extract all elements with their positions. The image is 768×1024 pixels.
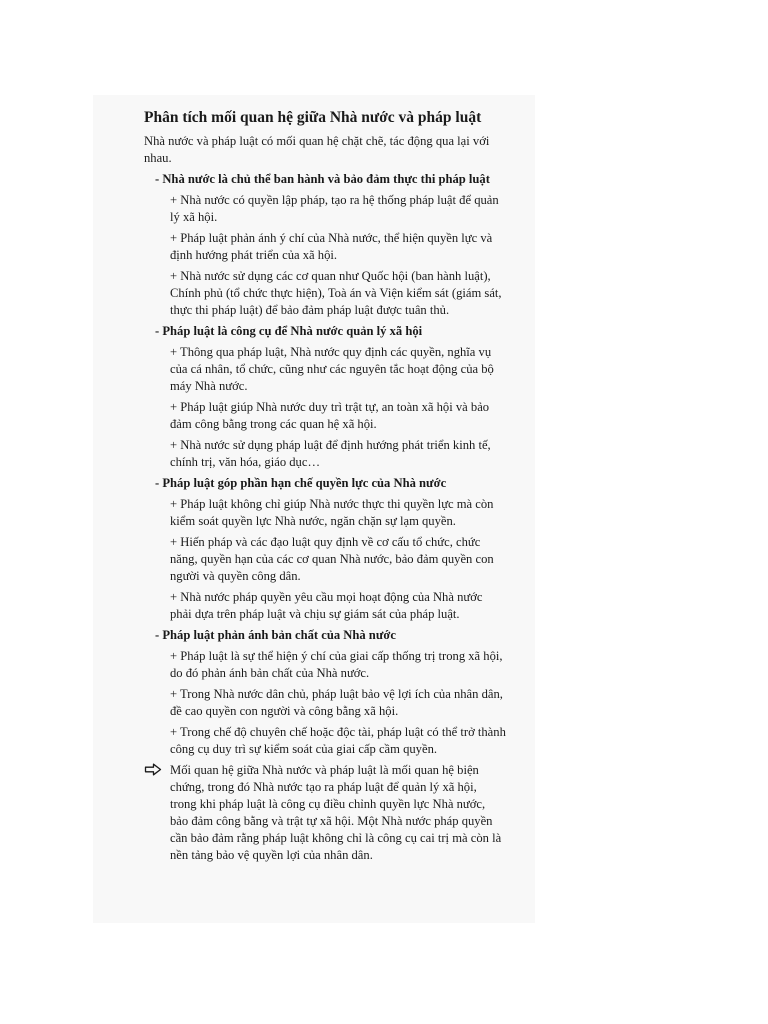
conclusion-paragraph	[144, 762, 506, 864]
document-body	[144, 108, 506, 864]
bullet-item: + Thông qua pháp luật, Nhà nước quy định các quyền, nghĩa vụ của cá nhân, tổ chức, cũng như các nguyên tắc hoạt động của bộ máy Nhà nước.	[170, 345, 494, 393]
section-1	[144, 171, 506, 319]
section-heading: - Pháp luật phản ánh bản chất của Nhà nước	[155, 628, 396, 642]
document-title: Phân tích mối quan hệ giữa Nhà nước và pháp luật	[144, 109, 482, 126]
intro-paragraph: Nhà nước và pháp luật có mối quan hệ chặt chẽ, tác động qua lại với nhau.	[144, 134, 490, 165]
bullet-item: + Trong Nhà nước dân chủ, pháp luật bảo vệ lợi ích của nhân dân, đề cao quyền con người và công bằng xã hội.	[170, 687, 503, 718]
bullet-item: + Pháp luật là sự thể hiện ý chí của giai cấp thống trị trong xã hội, do đó phản ánh bản chất của Nhà nước.	[170, 649, 503, 680]
bullet-item: + Nhà nước pháp quyền yêu cầu mọi hoạt động của Nhà nước phải dựa trên pháp luật và chịu sự giám sát của pháp luật.	[170, 590, 483, 621]
section-3	[144, 475, 506, 623]
bullet-item: + Pháp luật phản ánh ý chí của Nhà nước, thể hiện quyền lực và định hướng phát triển của xã hội.	[170, 231, 493, 262]
section-heading: - Pháp luật góp phần hạn chế quyền lực của Nhà nước	[155, 476, 447, 490]
bullet-item: + Hiến pháp và các đạo luật quy định về cơ cấu tổ chức, chức năng, quyền hạn của các cơ quan Nhà nước, bảo đảm quyền con người và quyền công dân.	[170, 535, 494, 583]
conclusion-text: Mối quan hệ giữa Nhà nước và pháp luật là mối quan hệ biện chứng, trong đó Nhà nước tạo ra pháp luật để quản lý xã hội, trong khi pháp luật là công cụ điều chỉnh quyền lực Nhà nước, bảo đảm công bằng và trật tự xã hội. Một Nhà nước pháp quyền cần bảo đảm rằng pháp luật không chỉ là công cụ cai trị mà còn là nền tảng bảo vệ quyền lợi của nhân dân.	[170, 763, 502, 862]
bullet-item: + Pháp luật không chỉ giúp Nhà nước thực thi quyền lực mà còn kiểm soát quyền lực Nhà nước, ngăn chặn sự lạm quyền.	[170, 497, 494, 528]
section-heading: - Pháp luật là công cụ để Nhà nước quản lý xã hội	[155, 324, 423, 338]
right-arrow-icon	[144, 763, 162, 865]
bullet-item: + Pháp luật giúp Nhà nước duy trì trật tự, an toàn xã hội và bảo đảm công bằng trong các quan hệ xã hội.	[170, 400, 490, 431]
bullet-item: + Nhà nước sử dụng pháp luật để định hướng phát triển kinh tế, chính trị, văn hóa, giáo dục…	[170, 438, 491, 469]
bullet-item: + Nhà nước sử dụng các cơ quan như Quốc hội (ban hành luật), Chính phủ (tổ chức thực hiện), Toà án và Viện kiểm sát (giám sát, thực thi pháp luật) để bảo đảm pháp luật được tuân thủ.	[170, 269, 502, 317]
section-heading: - Nhà nước là chủ thể ban hành và bảo đảm thực thi pháp luật	[155, 172, 490, 186]
bullet-item: + Trong chế độ chuyên chế hoặc độc tài, pháp luật có thể trở thành công cụ duy trì sự kiểm soát của giai cấp cầm quyền.	[170, 725, 506, 756]
section-4	[144, 627, 506, 758]
section-2	[144, 323, 506, 471]
bullet-item: + Nhà nước có quyền lập pháp, tạo ra hệ thống pháp luật để quản lý xã hội.	[170, 193, 499, 224]
